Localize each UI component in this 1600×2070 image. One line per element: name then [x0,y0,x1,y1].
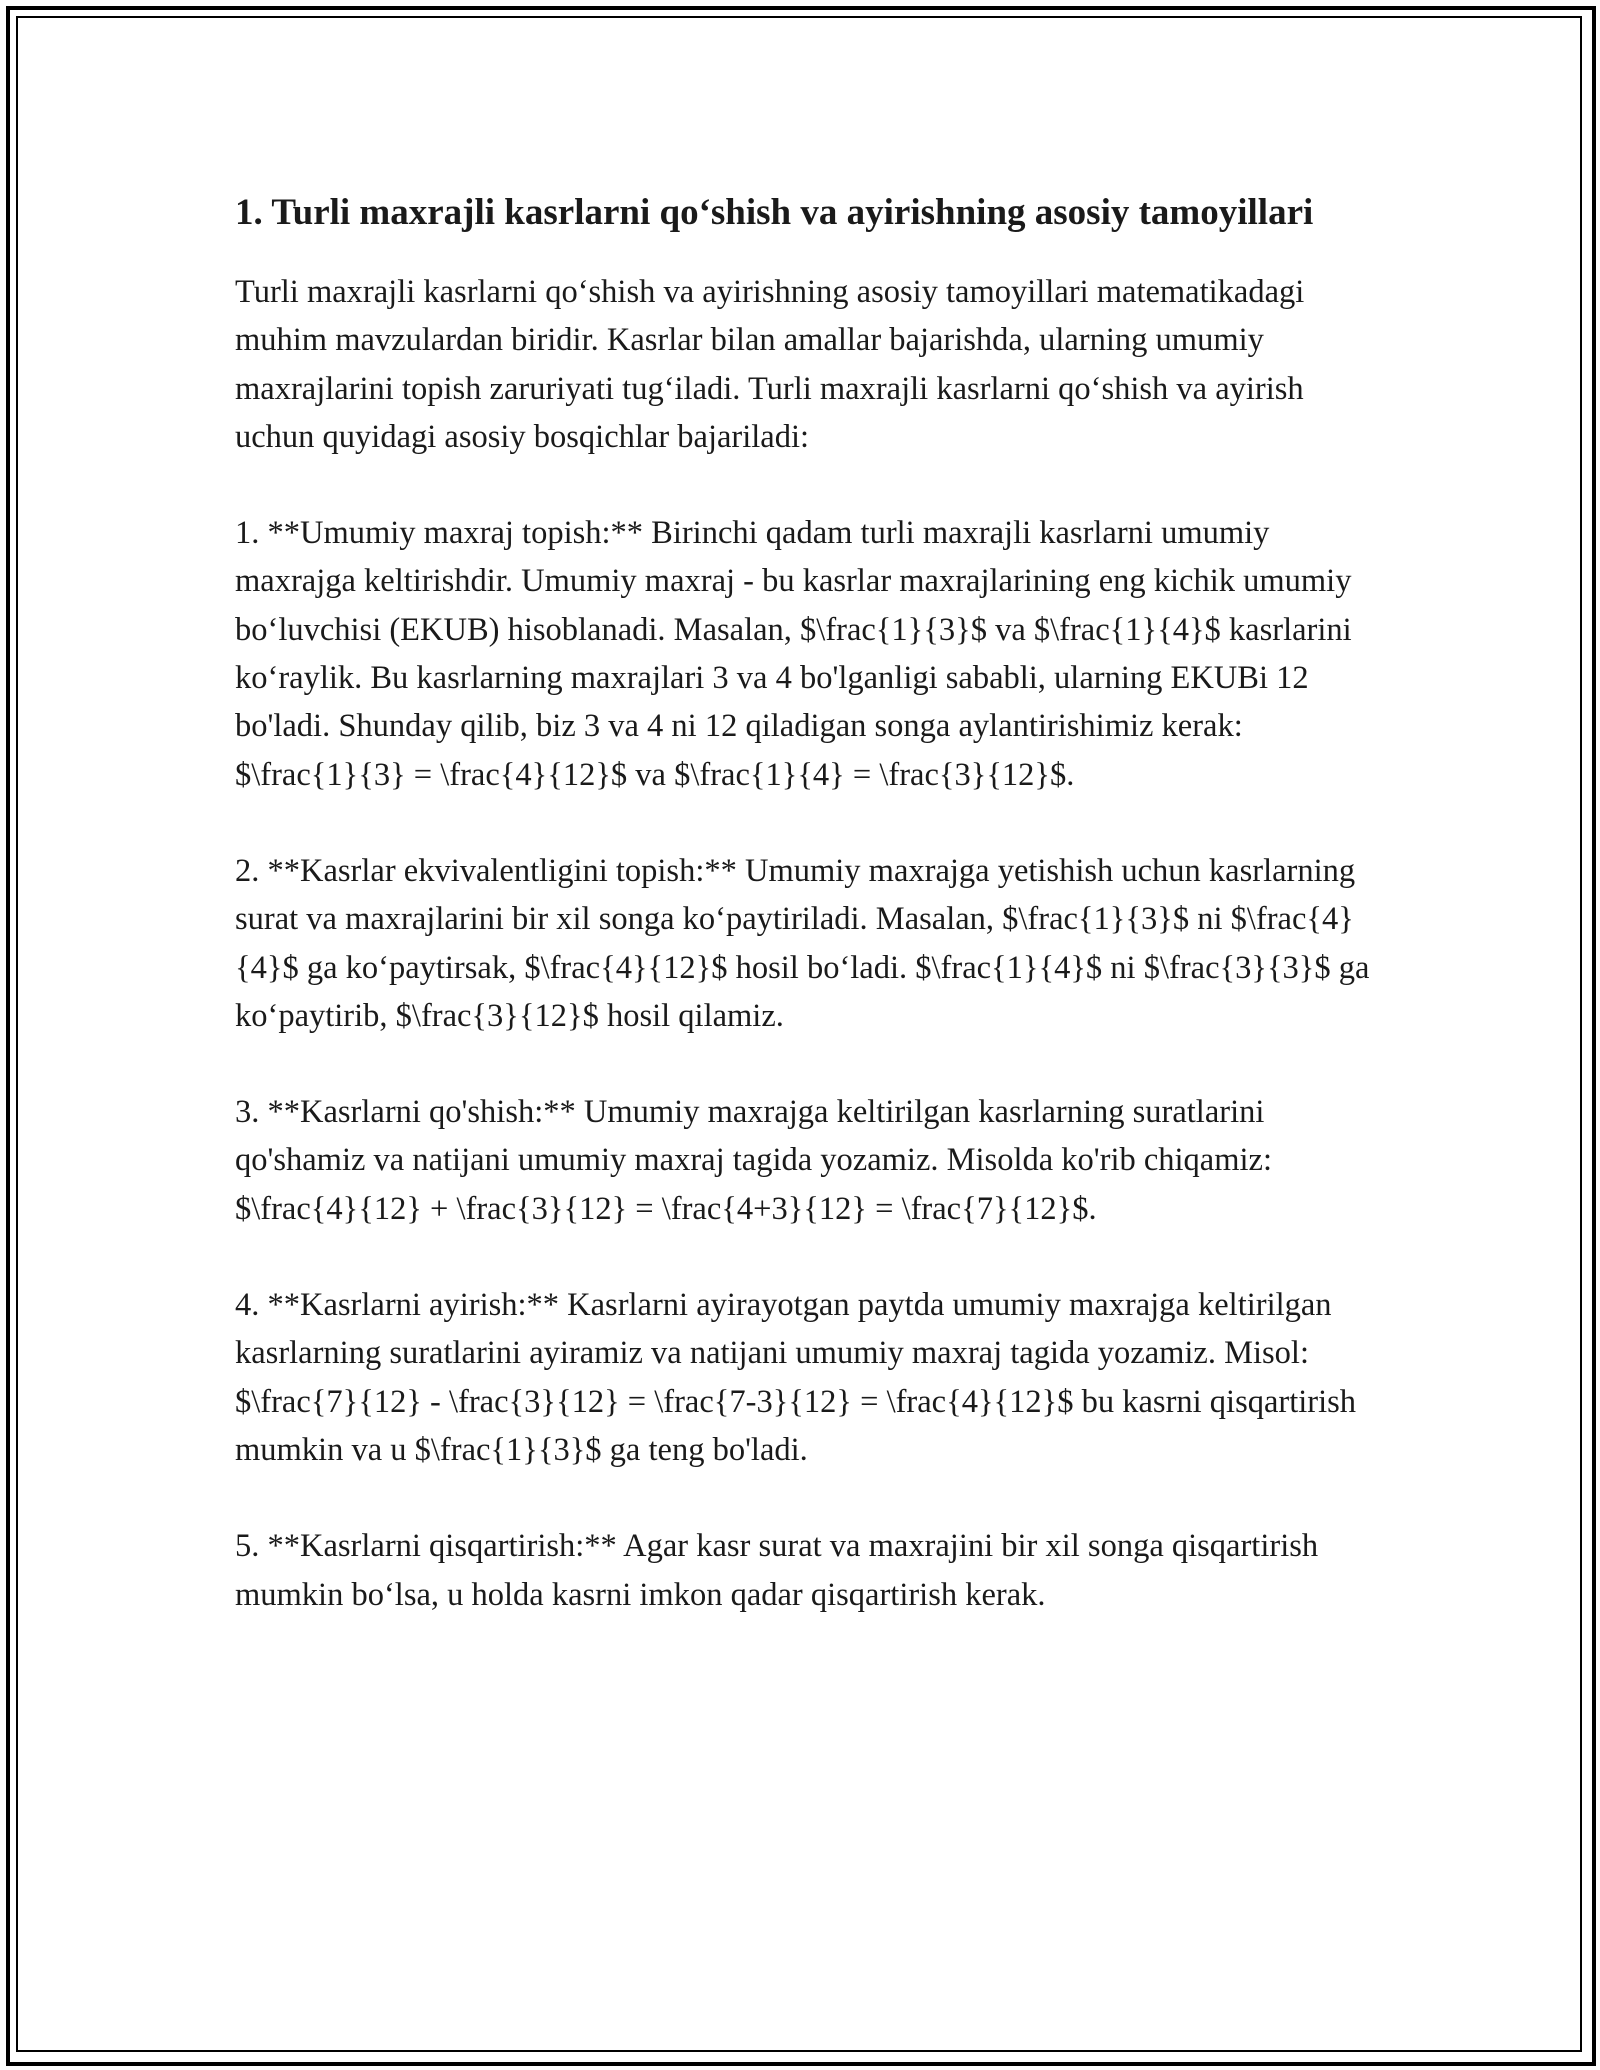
step-3-paragraph: 3. **Kasrlarni qo'shish:** Umumiy maxrajga keltirilgan kasrlarning suratlarini qo'shamiz va natijani umumiy maxraj tagida yozamiz. Misolda ko'rib chiqamiz: $\frac{4}{12} + \frac{3}{12} = \frac{4+3}{12} = \frac{7}{12}$. [235,1094,1273,1227]
step-5-paragraph: 5. **Kasrlarni qisqartirish:** Agar kasr surat va maxrajini bir xil songa qisqartirish mumkin bo‘lsa, u holda kasrni imkon qadar qisqartirish kerak. [235,1528,1319,1613]
step-4-paragraph: 4. **Kasrlarni ayirish:** Kasrlarni ayirayotgan paytda umumiy maxrajga keltirilgan kasrlarning suratlarini ayiramiz va natijani umumiy maxraj tagida yozamiz. Misol: $\frac{7}{12} - \frac{3}{12} = \frac{7-3}{12} = \frac{4}{12}$ bu kasrni qisqartirish mumkin va u $\frac{1}{3}$ ga teng bo'ladi. [235,1287,1357,1468]
step-1-paragraph: 1. **Umumiy maxraj topish:** Birinchi qadam turli maxrajli kasrlarni umumiy maxrajga keltirishdir. Umumiy maxraj - bu kasrlar maxrajlarining eng kichik umumiy bo‘luvchisi (EKUB) hisoblanadi. Masalan, $\frac{1}{3}$ va $\frac{1}{4}$ kasrlarini ko‘raylik. Bu kasrlarning maxrajlari 3 va 4 bo'lganligi sababli, ularning EKUBi 12 bo'ladi. Shunday qilib, biz 3 va 4 ni 12 qiladigan songa aylantirishimiz kerak: $\frac{1}{3} = \frac{4}{12}$ va $\frac{1}{4} = \frac{3}{12}$. [235,515,1352,793]
section-heading: 1. Turli maxrajli kasrlarni qo‘shish va ayirishning asosiy tamoyillari [235,192,1314,233]
intro-paragraph: Turli maxrajli kasrlarni qo‘shish va ayirishning asosiy tamoyillari matematikadagi muhim mavzulardan biridir. Kasrlar bilan amallar bajarishda, ularning umumiy maxrajlarini topish zaruriyati tug‘iladi. Turli maxrajli kasrlarni qo‘shish va ayirish uchun quyidagi asosiy bosqichlar bajariladi: [235,274,1305,455]
step-2-paragraph: 2. **Kasrlar ekvivalentligini topish:** Umumiy maxrajga yetishish uchun kasrlarning surat va maxrajlarini bir xil songa ko‘paytiriladi. Masalan, $\frac{1}{3}$ ni $\frac{4}{4}$ ga ko‘paytirsak, $\frac{4}{12}$ hosil bo‘ladi. $\frac{1}{4}$ ni $\frac{3}{3}$ ga ko‘paytirib, $\frac{3}{12}$ hosil qilamiz. [235,852,1370,1034]
document-body [235,186,1370,1667]
